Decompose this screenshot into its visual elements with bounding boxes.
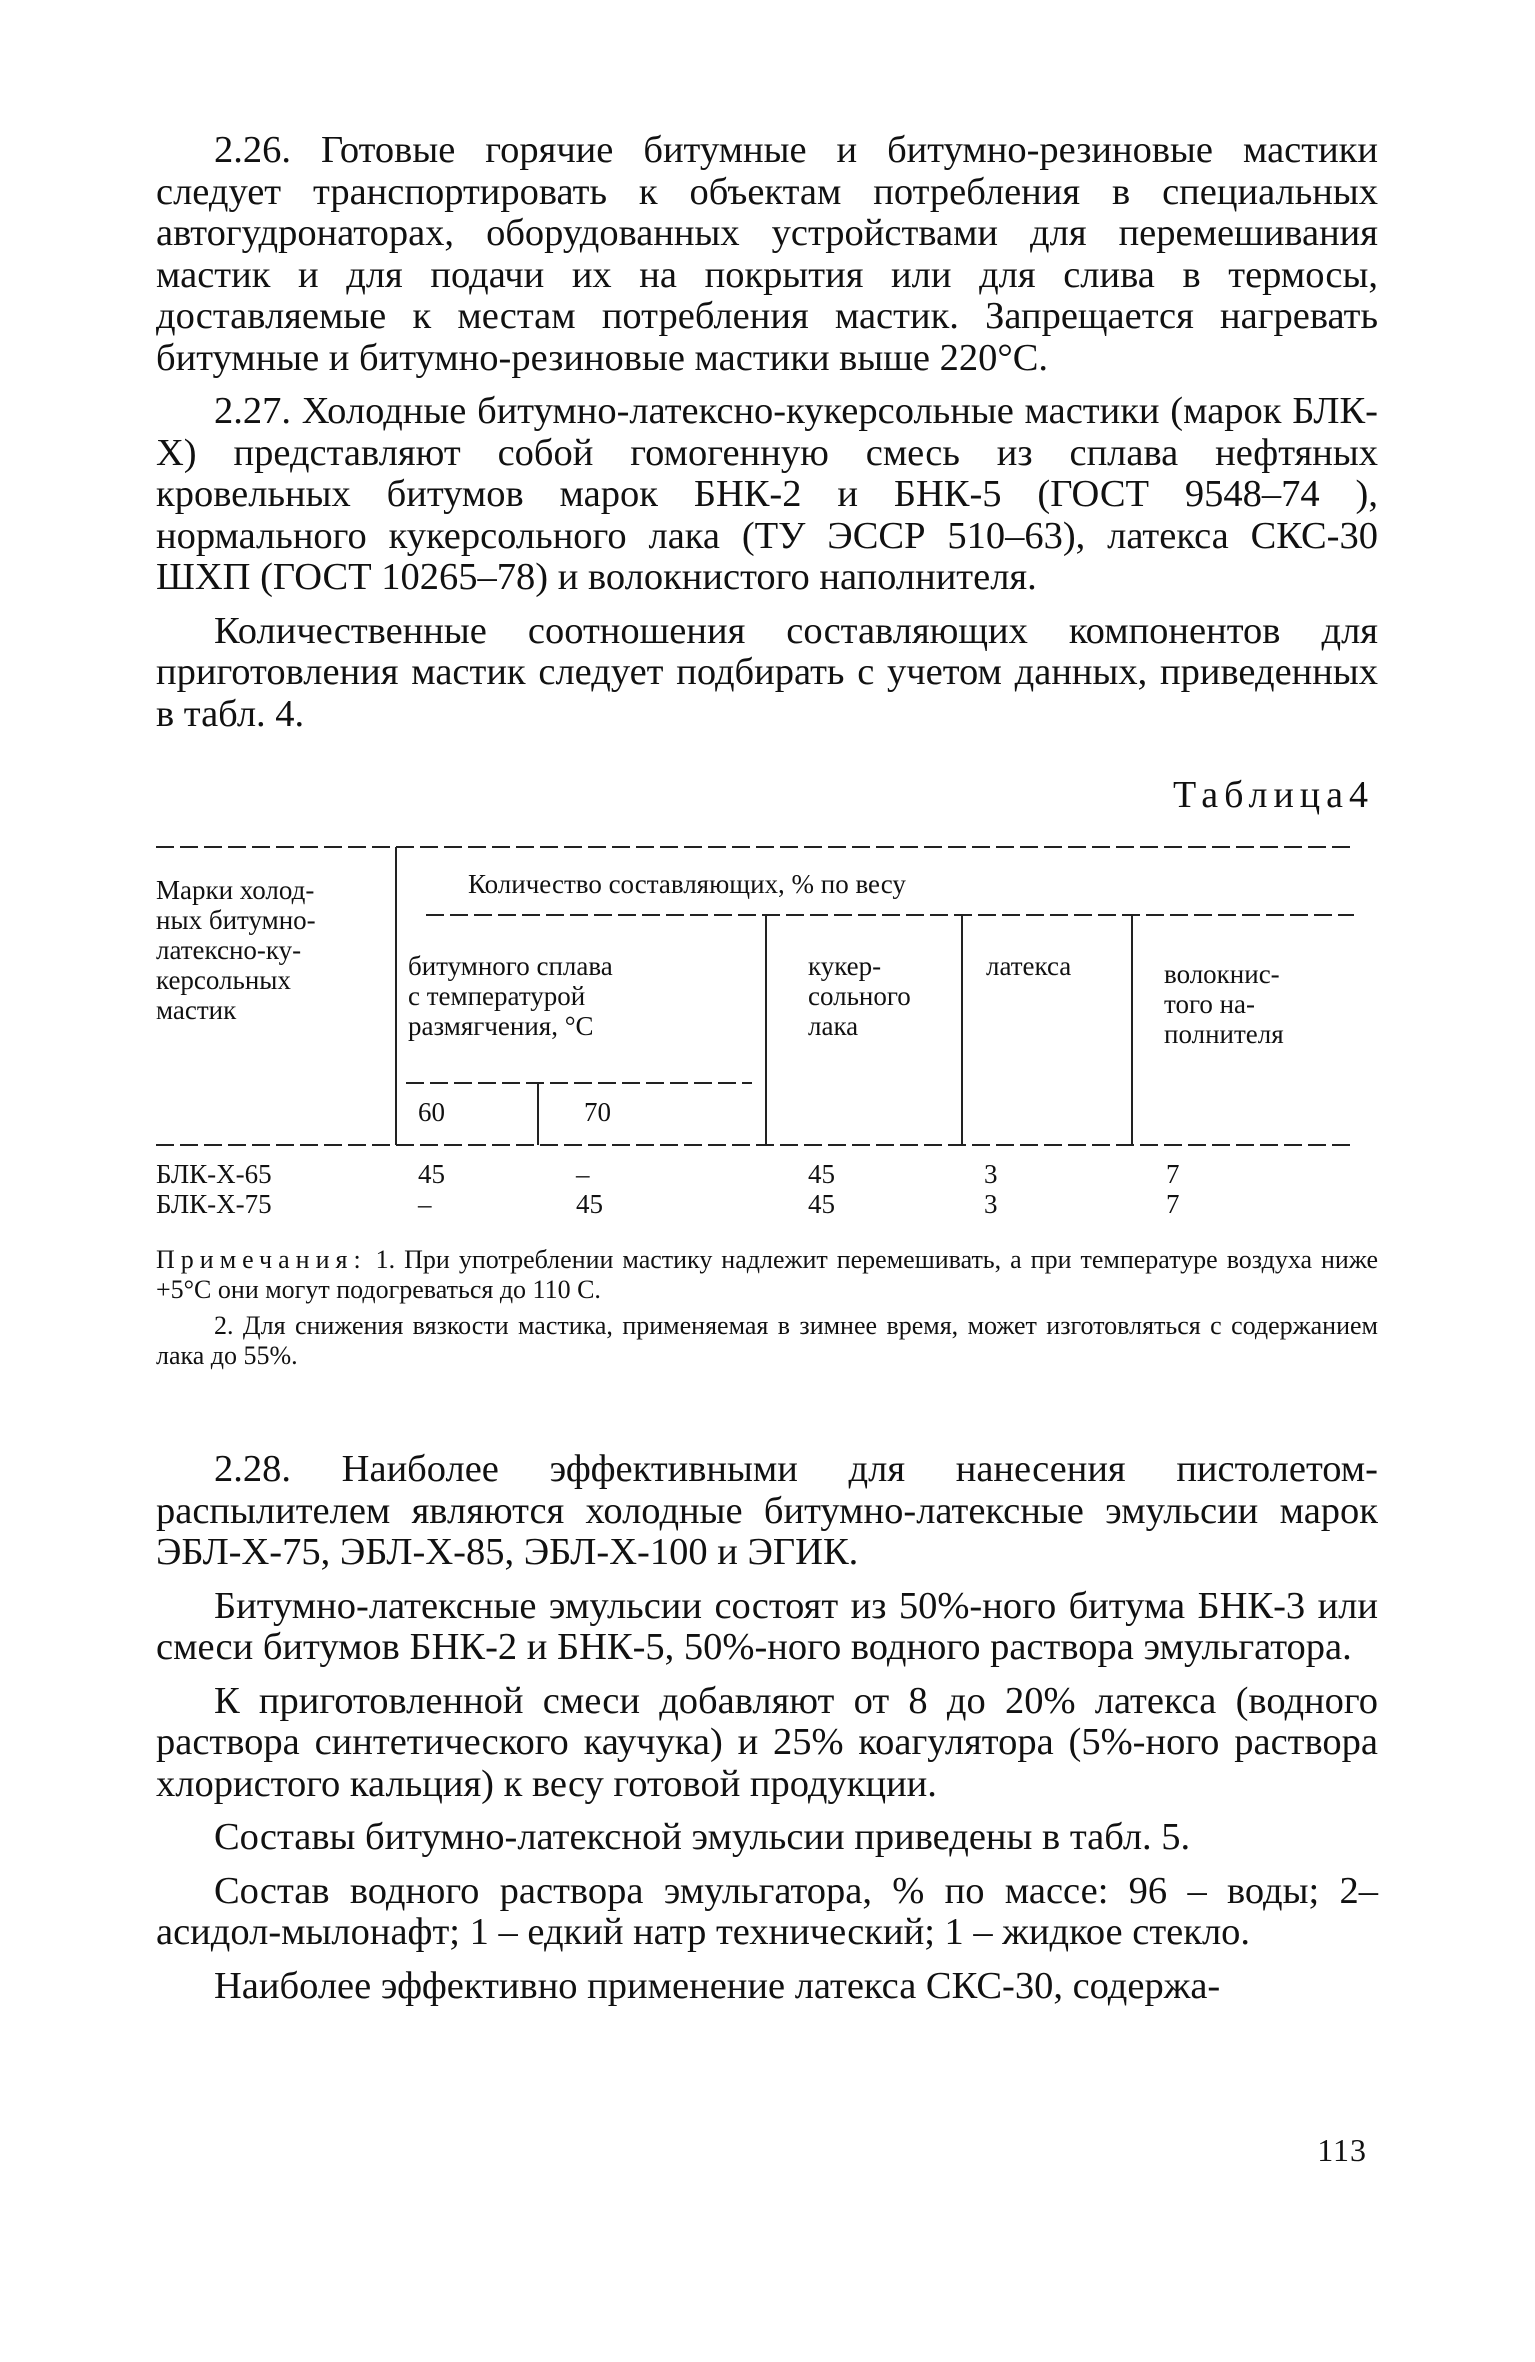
paragraph-last: Наиболее эффективно применение латекса СКС-30, содержа- — [214, 1964, 1221, 2007]
paragraph-compositions: Составы битумно-латексной эмульсии приведены в табл. 5. — [214, 1816, 1191, 1858]
notes-label: Примечания: — [156, 1245, 367, 1274]
document-page — [156, 130, 1378, 2007]
paragraph-emulsions: Битумно-латексные эмульсии состоят из 50%-ного битума БНК-3 или смеси битумов БНК-2 и БНК-5, 50%-ного водного раствора эмульгатора. — [156, 1584, 1378, 1668]
table-4: Марки холод- ных битумно- латексно-ку- керсольных мастик Количество составляющих, % по весу битумного сплава с температурой размягчения, °С кукер- сольного лака латекса волокнис- того на- полнителя 60 70 БЛК-Х-65 45 – 45 3 7 БЛК-Х-75 – 45 45 3 7 — [156, 845, 1378, 1231]
header-bitumen-alloy: битумного сплава с температурой размягчения, °С — [408, 951, 613, 1041]
paragraph-2-26: 2.26. Готовые горячие битумные и битумно-резиновые мастики следует транспортировать к объектам потребления в специальных автогудронаторах, оборудованных устройствами для перемешивания мастик и для подачи их на покрытия или для слива в термосы, доставляемые к местам потребления мастик. Запрещается нагревать битумные и битумно-резиновые мастики выше 220°С. — [156, 129, 1378, 379]
header-temp-60: 60 — [418, 1097, 445, 1127]
header-fibrous-filler: волокнис- того на- полнителя — [1164, 959, 1284, 1049]
paragraph-2-28: 2.28. Наиболее эффективными для нанесения пистолетом-распылителем являются холодные битумно-латексные эмульсии марок ЭБЛ-Х-75, ЭБЛ-Х-85, ЭБЛ-Х-100 и ЭГИК. — [156, 1448, 1378, 1573]
header-latex: латекса — [986, 951, 1072, 981]
header-quantity: Количество составляющих, % по весу — [468, 869, 906, 899]
table-notes — [156, 1245, 1378, 1371]
table-title: Таблица4 — [1172, 774, 1374, 816]
header-marks: Марки холод- ных битумно- латексно-ку- керсольных мастик — [156, 875, 316, 1025]
section-2-28 — [156, 1449, 1378, 2007]
paragraph-emulsifier: Состав водного раствора эмульгатора, % по массе: 96 – воды; 2– асидол-мылонафт; 1 – едкий натр технический; 1 – жидкое стекло. — [156, 1869, 1378, 1953]
paragraph-quantities: Количественные соотношения составляющих компонентов для приготовления мастик следует подбирать с учетом данных, приведенных в табл. 4. — [156, 609, 1378, 735]
paragraph-2-27: 2.27. Холодные битумно-латексно-кукерсольные мастики (марок БЛК-Х) представляют собой гомогенную смесь из сплава нефтяных кровельных битумов марок БНК-2 и БНК-5 (ГОСТ 9548–74 ), нормального кукерсольного лака (ТУ ЭССР 510–63), латекса СКС-30 ШХП (ГОСТ 10265–78) и волокнистого наполнителя. — [156, 390, 1378, 598]
note-2: 2. Для снижения вязкости мастика, применяемая в зимнее время, может изготовляться с содержанием лака до 55%. — [156, 1311, 1378, 1370]
paragraph-mix: К приготовленной смеси добавляют от 8 до 20% латекса (водного раствора синтетического каучука) и 25% коагулятора (5%-ного раствора хлористого кальция) к весу готовой продукции. — [156, 1679, 1378, 1805]
note-1: Примечания: 1. При употреблении мастику надлежит перемешивать, а при температуре воздуха ниже +5°С они могут подогреваться до 110 С. — [156, 1245, 1378, 1304]
header-kukersol-lacquer: кукер- сольного лака — [808, 951, 911, 1041]
header-temp-70: 70 — [584, 1097, 611, 1127]
page-number: 113 — [1317, 2132, 1367, 2168]
